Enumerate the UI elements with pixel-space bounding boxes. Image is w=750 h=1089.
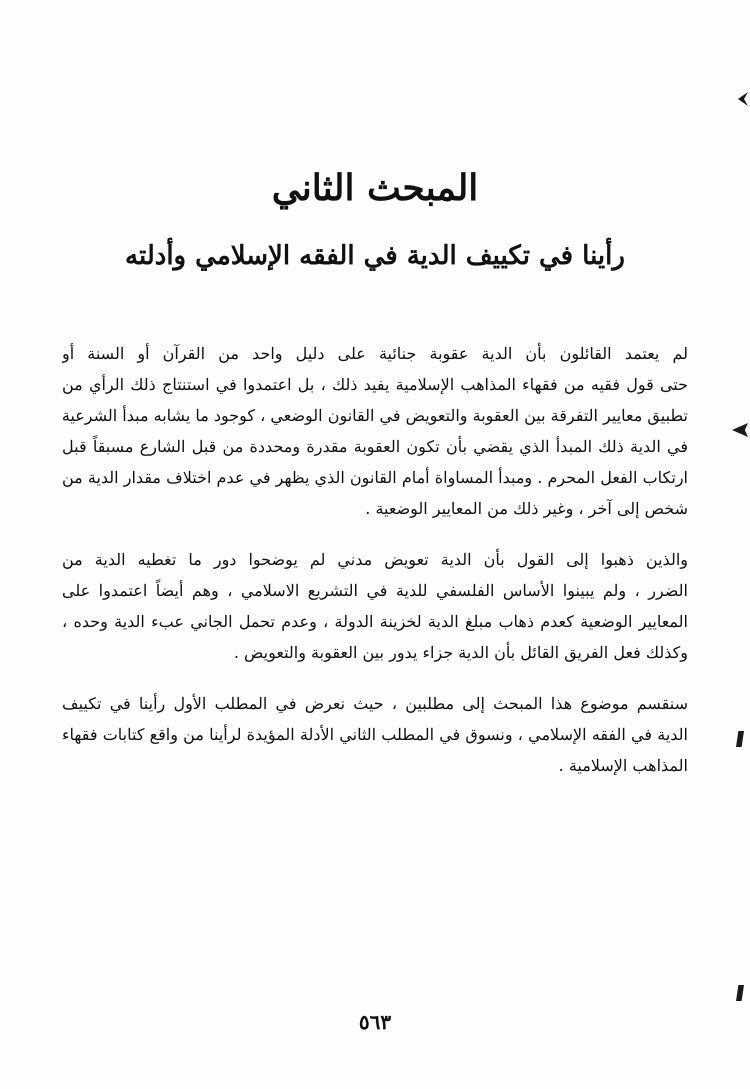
text-line: في الدية ذلك المبدأ الذي يقضي بأن تكون العقوبة مقدرة ومحددة من قبل الشارع مسبقاً قبل — [62, 437, 688, 456]
margin-mark — [732, 423, 748, 437]
text-line: تطبيق معايير التفرقة بين العقوبة والتعويض في القانون الوضعي ، كوجود ما يشابه مبدأ الشرعية — [62, 406, 688, 425]
text-line: الدية في الفقه الإسلامي ، ونسوق في المطلب الثاني الأدلة المؤيدة لرأينا من واقع كتابات فقهاء — [62, 725, 688, 744]
text-line: المذاهب الإسلامية . — [558, 756, 688, 775]
text-line: الضرر ، ولم يبينوا الأساس الفلسفي للدية في التشريع الاسلامي ، وهم أيضاً اعتمدوا على — [62, 581, 688, 600]
section-title: المبحث الثاني — [271, 167, 479, 209]
margin-mark — [736, 731, 744, 747]
text-line: والذين ذهبوا إلى القول بأن الدية تعويض مدني لم يوضحوا دور ما تغطيه الدية من — [62, 550, 688, 569]
text-line: وكذلك فعل الفريق القائل بأن الدية جزاء يدور بين العقوبة والتعويض . — [233, 643, 688, 662]
margin-mark — [736, 985, 744, 1001]
page-number: ٥٦٣ — [358, 1010, 392, 1034]
paragraph — [62, 688, 688, 781]
text-line: شخص إلى آخر ، وغير ذلك من المعايير الوضعية . — [365, 499, 688, 518]
text-line: سنقسم موضوع هذا المبحث إلى مطلبين ، حيث نعرض في المطلب الأول رأينا في تكييف — [62, 694, 688, 713]
body-text — [62, 338, 688, 801]
margin-mark — [738, 92, 748, 106]
section-subtitle: رأينا في تكييف الدية في الفقه الإسلامي وأدلته — [125, 241, 625, 271]
paragraph — [62, 338, 688, 524]
text-line: ارتكاب الفعل المحرم . ومبدأ المساواة أمام القانون الذي يظهر في عدم اختلاف مقدار الدية من — [62, 468, 688, 487]
paragraph — [62, 544, 688, 668]
text-line: لم يعتمد القائلون بأن الدية عقوبة جنائية على دليل واحد من القرآن أو السنة أو — [62, 344, 688, 363]
text-line: حتى قول فقيه من فقهاء المذاهب الإسلامية يفيد ذلك ، بل اعتمدوا في استنتاج ذلك الرأي من — [62, 375, 688, 394]
text-line: المعايير الوضعية كعدم ذهاب مبلغ الدية لخزينة الدولة ، وعدم تحمل الجاني عبء الدية وحده ، — [62, 612, 688, 631]
